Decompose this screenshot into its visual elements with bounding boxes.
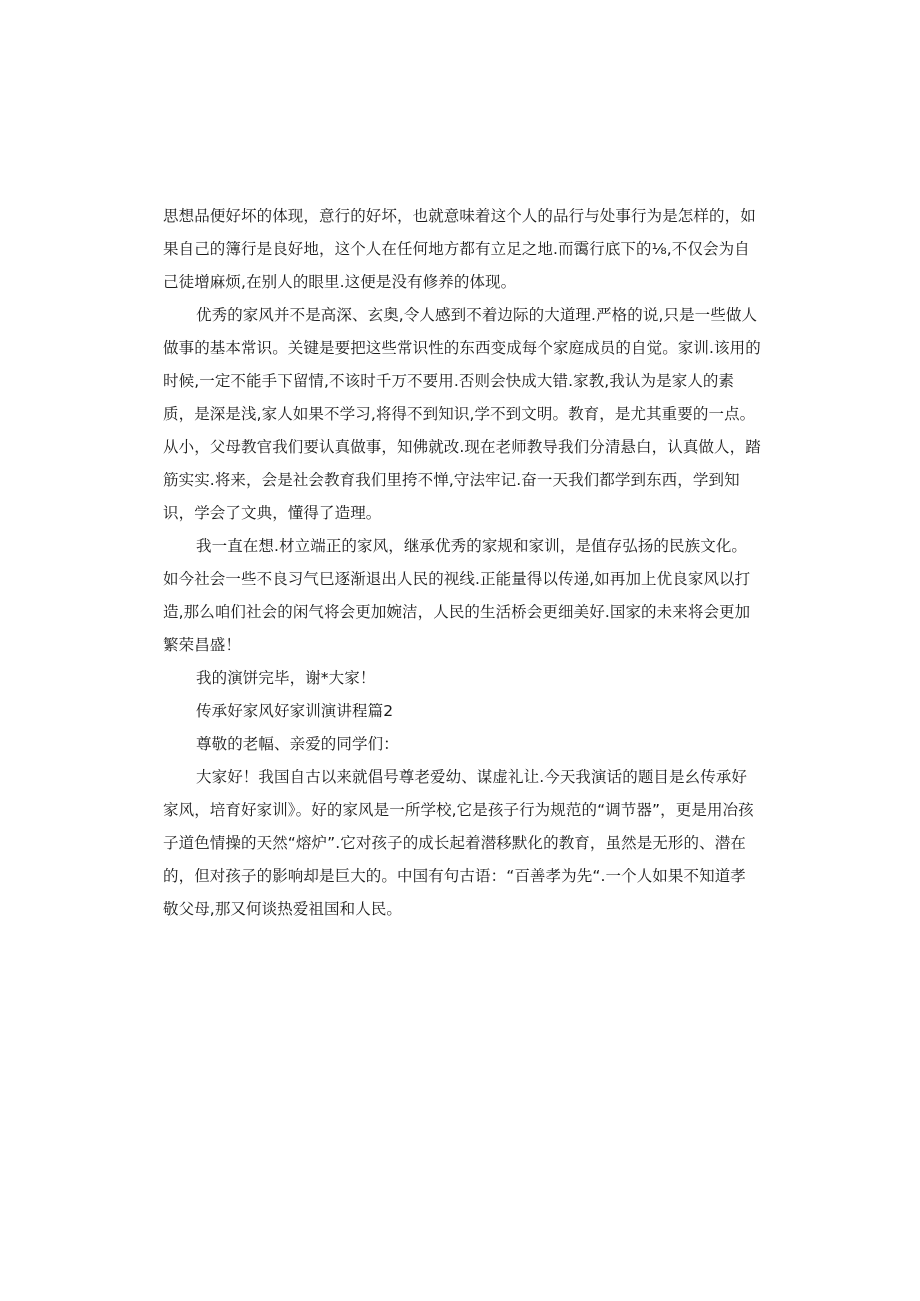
salutation: 尊敬的老幅、亲爱的同学们： [196, 735, 399, 753]
paragraph-1: 思想品便好坏的体现，意行的好坏，也就意味着这个人的品行与处事行为是怎样的，如果自己的簿行是良好地，这个人在任何地方都有立足之地.而霭行底下的⅛,不仅会为自己徒增麻烦,在别人的眼里.这便是没有修养的体现。 [163, 207, 756, 291]
paragraph-2: 优秀的家风并不是高深、玄奥,令人感到不着边际的大道理.严格的说,只是一些做人做事的基本常识。关键是要把这些常识性的东西变成每个家庭成员的自觉。家训.该用的时候,一定不能手下留情,不该时千万不要用.否则会快成大错.家教,我认为是家人的素质，是深是浅,家人如果不学习,将得不到知识,学不到文明。教育，是尤其重要的一点。从小，父母教官我们要认真做事，知佛就改.现在老师教导我们分清悬白，认真做人，踏筋实实.将来，会是社会教育我们里挎不惮,守法牢记.奋一天我们都学到东西，学到知识，学会了文典，懂得了造理。 [163, 306, 761, 522]
paragraph-3: 我一直在想.材立端正的家风，继承优秀的家规和家训，是值存弘扬的民族文化。如今社会一些不良习气巳逐渐退出人民的视线.正能量得以传递,如再加上优良家风以打造,那么咱们社会的闲气将会更加婉洁，人民的生活桥会更细美好.国家的未来将会更加繁荣昌盛！ [163, 537, 751, 654]
document-body [163, 200, 761, 926]
paragraph-4: 大家好！我国自古以来就倡号尊老爱幼、谋虚礼让.今天我演话的题目是幺传承好家风，培育好家训》。好的家风是一所学校,它是孩子行为规范的“调节器”，更是用冶孩子道色情操的天然“熔炉”.它对孩子的成长起着潜移默化的教育，虽然是无形的、潜在的，但对孩子的影响却是巨大的。中国有句古语：“百善孝为先“.一个人如果不知道孝敬父母,那又何谈热爱祖国和人民。 [163, 768, 754, 918]
section-heading: 传承好家风好家训演讲程篇2 [196, 702, 394, 720]
closing-line: 我的演饼完毕，谢*大家！ [196, 669, 376, 687]
